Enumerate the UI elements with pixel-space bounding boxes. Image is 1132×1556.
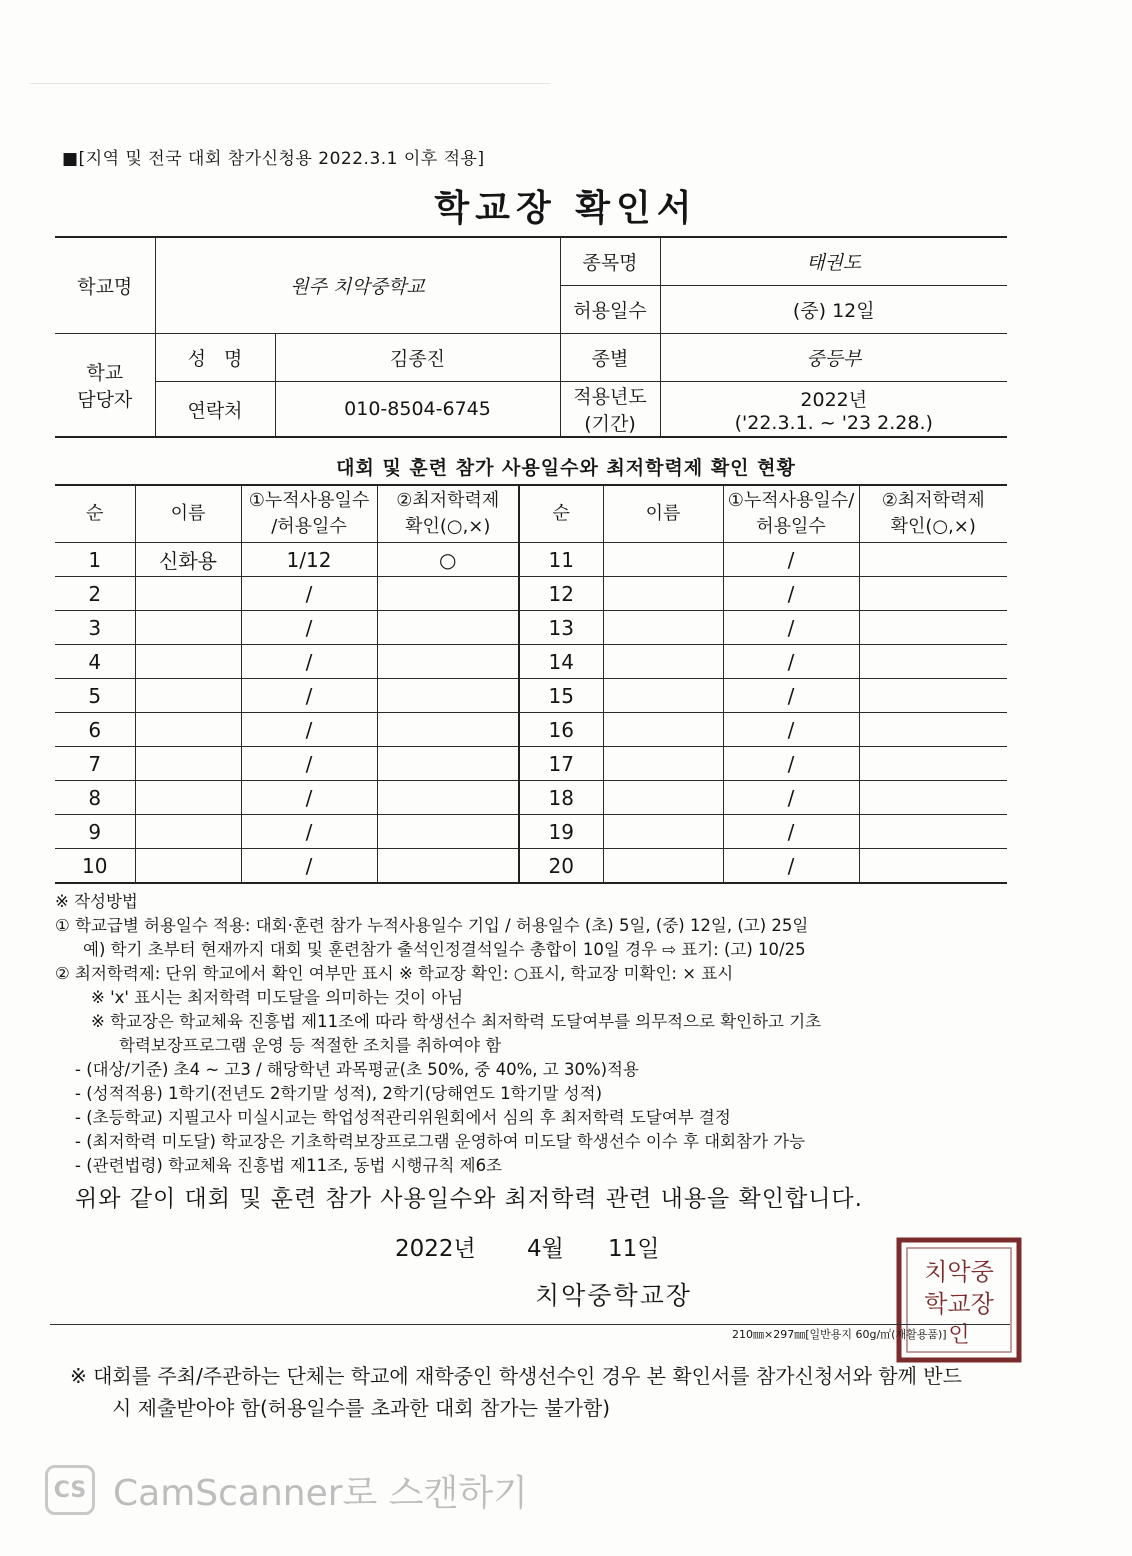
row-name (135, 781, 241, 815)
footnote (70, 1360, 1080, 1424)
header-days (241, 485, 377, 543)
row-no-right: 15 (519, 679, 603, 713)
row-days: / (241, 611, 377, 645)
row-no-right: 16 (519, 713, 603, 747)
row-no: 7 (55, 747, 135, 781)
header-name-right: 이름 (603, 485, 723, 543)
table-row (55, 849, 1007, 884)
method-line-2: 예) 학기 초부터 현재까지 대회 및 훈련참가 출석인정결석일수 총합이 10일 경우 ⇨ 표기: (고) 10/25 (83, 940, 806, 959)
header-academic-right-line2: 확인(○,×) (890, 516, 976, 537)
roster-table (55, 484, 1007, 884)
row-no-right: 20 (519, 849, 603, 884)
row-days: / (241, 747, 377, 781)
row-no: 6 (55, 713, 135, 747)
year-label (560, 382, 660, 438)
sport-value: 태권도 (660, 237, 1007, 286)
row-name (135, 577, 241, 611)
header-academic-line1: ②최저학력제 (396, 490, 500, 511)
row-days: / (241, 781, 377, 815)
row-academic-right (859, 679, 1007, 713)
row-name-right (603, 849, 723, 884)
camscanner-logo-icon: CS (45, 1465, 95, 1515)
svg-text:치악중: 치악중 (924, 1258, 994, 1286)
header-academic-right-line1: ②최저학력제 (881, 490, 985, 511)
row-academic (377, 577, 519, 611)
method-line-6: 학력보장프로그램 운영 등 적절한 조치를 취하여야 함 (119, 1036, 502, 1055)
row-days-right: / (723, 577, 859, 611)
sport-label: 종목명 (560, 237, 660, 286)
row-name (135, 815, 241, 849)
row-name: 신화용 (135, 543, 241, 577)
divider (50, 1324, 1010, 1325)
table-row (55, 543, 1007, 577)
method-line-3: ② 최저학력제: 단위 학교에서 확인 여부만 표시 ※ 학교장 확인: ○표시, 학교장 미확인: × 표시 (55, 964, 734, 983)
row-name-right (603, 781, 723, 815)
row-name-right (603, 815, 723, 849)
row-no: 2 (55, 577, 135, 611)
row-name (135, 645, 241, 679)
name-value: 김종진 (275, 334, 560, 382)
svg-text:학교장: 학교장 (924, 1290, 994, 1318)
row-no-right: 18 (519, 781, 603, 815)
confirmation-statement: 위와 같이 대회 및 훈련 참가 사용일수와 최저학력 관련 내용을 확인합니다. (75, 1186, 863, 1212)
contact-value: 010-8504-6745 (275, 382, 560, 438)
camscanner-watermark (45, 1462, 528, 1518)
row-academic (377, 815, 519, 849)
row-no: 8 (55, 781, 135, 815)
header-no: 순 (55, 485, 135, 543)
header-days-line2: /허용일수 (271, 516, 347, 537)
date-year: 2022년 (395, 1236, 476, 1262)
row-name-right (603, 713, 723, 747)
year-label-line1: 적용년도 (573, 386, 647, 408)
row-academic (377, 849, 519, 884)
method-line-11: - (관련법령) 학교체육 진흥법 제11조, 동법 시행규칙 제6조 (75, 1156, 502, 1175)
table-row (55, 781, 1007, 815)
row-no-right: 11 (519, 543, 603, 577)
row-name (135, 679, 241, 713)
row-name (135, 611, 241, 645)
year-label-line2: (기간) (584, 413, 636, 435)
footnote-line-2: 시 제출받아야 함(허용일수를 초과한 대회 참가는 불가함) (112, 1396, 611, 1420)
row-days-right: / (723, 781, 859, 815)
row-academic-right (859, 781, 1007, 815)
row-days: / (241, 645, 377, 679)
row-name-right (603, 577, 723, 611)
method-line-10: - (최저학력 미도달) 학교장은 기초학력보장프로그램 운영하여 미도달 학생선수 이수 후 대회참가 가능 (75, 1132, 806, 1151)
row-days: / (241, 815, 377, 849)
row-no-right: 19 (519, 815, 603, 849)
contact-label: 연락처 (155, 382, 275, 438)
date-day: 11일 (608, 1236, 660, 1262)
row-days-right: / (723, 713, 859, 747)
row-academic-right (859, 577, 1007, 611)
table-row (55, 577, 1007, 611)
name-label: 성 명 (155, 334, 275, 382)
row-academic-right (859, 849, 1007, 884)
row-name (135, 713, 241, 747)
allowed-days-label: 허용일수 (560, 286, 660, 334)
row-no-right: 14 (519, 645, 603, 679)
manager-label-line2: 담당자 (77, 389, 133, 411)
row-name-right (603, 543, 723, 577)
row-no-right: 12 (519, 577, 603, 611)
manager-label (55, 334, 155, 438)
row-academic (377, 747, 519, 781)
manager-label-line1: 학교 (86, 362, 124, 384)
camscanner-text: CamScanner로 스캔하기 (113, 1472, 528, 1514)
row-days-right: / (723, 543, 859, 577)
row-academic-right (859, 543, 1007, 577)
year-value (660, 382, 1007, 438)
header-no-right: 순 (519, 485, 603, 543)
row-name (135, 849, 241, 884)
header-name: 이름 (135, 485, 241, 543)
method-line-7: - (대상/기준) 초4 ~ 고3 / 해당학년 과목평균(초 50%, 중 40%, 고 30%)적용 (75, 1060, 639, 1079)
writing-method (55, 890, 1015, 1178)
allowed-days-value: (중) 12일 (660, 286, 1007, 334)
roster-header-row (55, 485, 1007, 543)
row-no: 9 (55, 815, 135, 849)
school-label: 학교명 (55, 237, 155, 334)
header-days-right (723, 485, 859, 543)
row-no-right: 17 (519, 747, 603, 781)
method-line-9: - (초등학교) 지필고사 미실시교는 학업성적관리위원회에서 심의 후 최저학력 도달여부 결정 (75, 1108, 731, 1127)
row-days-right: / (723, 679, 859, 713)
row-name-right (603, 679, 723, 713)
paper-spec: 210㎜×297㎜[일반용지 60g/㎡(재활용품)] (732, 1328, 947, 1341)
row-days: / (241, 713, 377, 747)
row-name-right (603, 747, 723, 781)
row-academic-right (859, 747, 1007, 781)
row-no: 10 (55, 849, 135, 884)
method-line-1: ① 학교급별 허용일수 적용: 대회·훈련 참가 누적사용일수 기입 / 허용일수 (초) 5일, (중) 12일, (고) 25일 (55, 916, 809, 935)
method-line-4: ※ 'x' 표시는 최저학력 미도달을 의미하는 것이 아님 (91, 988, 464, 1007)
row-name-right (603, 645, 723, 679)
category-label: 종별 (560, 334, 660, 382)
row-academic (377, 781, 519, 815)
section-title: 대회 및 훈련 참가 사용일수와 최저학력제 확인 현황 (336, 457, 796, 479)
header-days-right-line1: ①누적사용일수/ (727, 490, 855, 511)
year-value-line2: ('22.3.1. ~ '23 2.28.) (734, 411, 933, 434)
row-no-right: 13 (519, 611, 603, 645)
header-academic-right (859, 485, 1007, 543)
row-no: 4 (55, 645, 135, 679)
method-line-8: - (성적적용) 1학기(전년도 2학기말 성적), 2학기(당해연도 1학기말 성적) (75, 1084, 603, 1103)
row-no: 1 (55, 543, 135, 577)
row-days-right: / (723, 849, 859, 884)
row-days: 1/12 (241, 543, 377, 577)
table-row (55, 713, 1007, 747)
principal-title: 치악중학교장 (535, 1281, 692, 1310)
table-row (55, 747, 1007, 781)
footnote-line-1: ※ 대회를 주최/주관하는 단체는 학교에 재학중인 학생선수인 경우 본 확인서를 참가신청서와 함께 반드 (70, 1364, 962, 1388)
row-academic (377, 645, 519, 679)
row-days: / (241, 577, 377, 611)
row-days-right: / (723, 645, 859, 679)
table-row (55, 815, 1007, 849)
row-academic-right (859, 713, 1007, 747)
row-name-right (603, 611, 723, 645)
table-row (55, 611, 1007, 645)
scan-artifact-line (30, 28, 550, 84)
row-days-right: / (723, 747, 859, 781)
row-name (135, 747, 241, 781)
table-row (55, 679, 1007, 713)
date-month: 4월 (527, 1236, 564, 1262)
roster-body (55, 543, 1007, 884)
category-value: 중등부 (660, 334, 1007, 382)
row-days-right: / (723, 815, 859, 849)
row-academic (377, 713, 519, 747)
document-title: 학교장 확인서 (434, 188, 698, 229)
header-academic (377, 485, 519, 543)
header-days-line1: ①누적사용일수 (248, 490, 370, 511)
row-academic-right (859, 611, 1007, 645)
official-seal (895, 1236, 1023, 1364)
info-table (55, 236, 1007, 438)
header-days-right-line2: 허용일수 (756, 516, 826, 537)
school-value: 원주 치악중학교 (155, 237, 560, 334)
table-row (55, 645, 1007, 679)
year-value-line1: 2022년 (800, 388, 868, 411)
row-days-right: / (723, 611, 859, 645)
row-no: 3 (55, 611, 135, 645)
row-academic (377, 679, 519, 713)
row-academic (377, 611, 519, 645)
row-days: / (241, 679, 377, 713)
row-academic-right (859, 645, 1007, 679)
row-academic: ○ (377, 543, 519, 577)
row-academic-right (859, 815, 1007, 849)
row-days: / (241, 849, 377, 884)
svg-text:인: 인 (948, 1323, 970, 1348)
row-no: 5 (55, 679, 135, 713)
method-title: ※ 작성방법 (55, 892, 138, 911)
method-line-5: ※ 학교장은 학교체육 진흥법 제11조에 따라 학생선수 최저학력 도달여부를 의무적으로 확인하고 기초 (91, 1012, 822, 1031)
header-academic-line2: 확인(○,×) (405, 516, 491, 537)
header-note: ■[지역 및 전국 대회 참가신청용 2022.3.1 이후 적용] (62, 149, 485, 169)
